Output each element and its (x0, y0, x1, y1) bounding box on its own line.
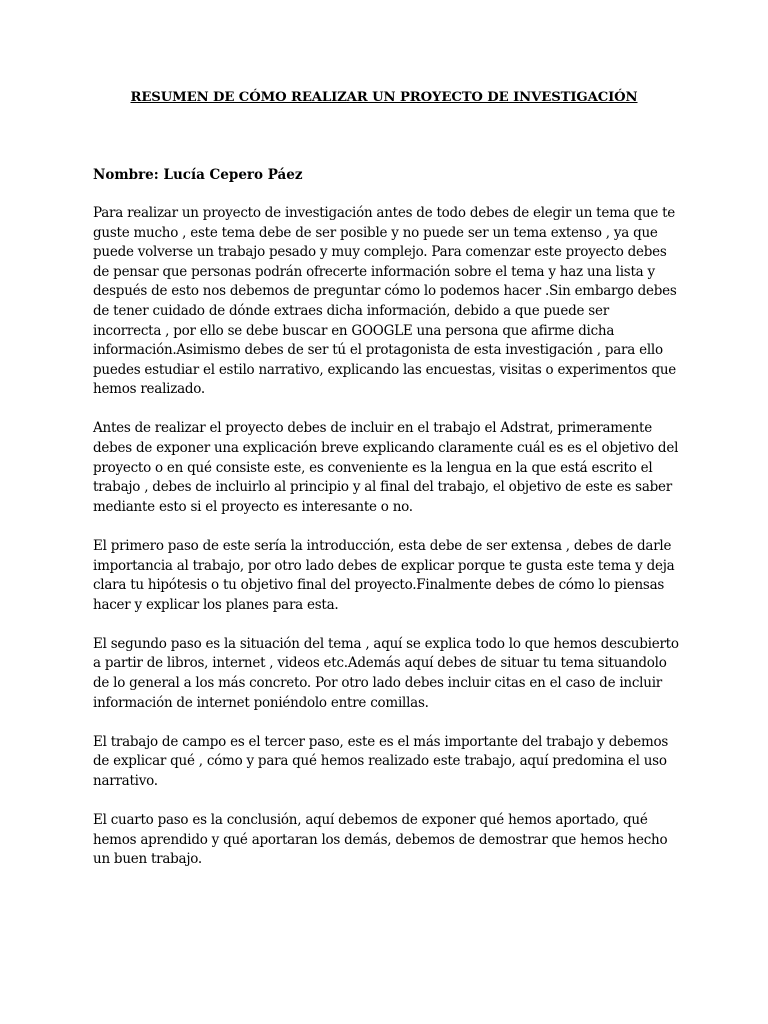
document-title: RESUMEN DE CÓMO REALIZAR UN PROYECTO DE INVESTIGACIÓN (130, 90, 638, 105)
paragraph-line: clara tu hipótesis o tu objetivo final del proyecto.Finalmente debes de cómo lo piensas (93, 577, 665, 594)
paragraph (93, 204, 679, 400)
paragraph-line: después de esto nos debemos de preguntar cómo lo podemos hacer .Sin embargo debes (93, 283, 677, 300)
document-body (93, 204, 679, 889)
paragraph-line: puede volverse un trabajo pesado y muy complejo. Para comenzar este proyecto debes (93, 244, 667, 261)
paragraph-line: Para realizar un proyecto de investigación antes de todo debes de elegir un tema que te (93, 205, 676, 221)
paragraph-line: importancia al trabajo, por otro lado debes de explicar porque te gusta este tema y deja (93, 557, 675, 574)
paragraph (93, 419, 679, 517)
paragraph-line: de pensar que personas podrán ofrecerte información sobre el tema y haz una lista y (93, 263, 655, 280)
paragraph-line: a partir de libros, internet , videos etc.Además aquí debes de situar tu tema situandolo (93, 655, 667, 672)
paragraph-line: narrativo. (93, 772, 158, 789)
paragraph-line: de lo general a los más concreto. Por otro lado debes incluir citas en el caso de incluir (93, 674, 662, 691)
paragraph-line: puedes estudiar el estilo narrativo, explicando las encuestas, visitas o experimentos que (93, 361, 677, 378)
paragraph-line: mediante esto si el proyecto es interesante o no. (93, 498, 413, 515)
paragraph (93, 635, 679, 713)
paragraph-line: Antes de realizar el proyecto debes de incluir en el trabajo el Adstrat, primeramente (93, 420, 652, 437)
paragraph-line: información de internet poniéndolo entre comillas. (93, 694, 429, 711)
author-name: Nombre: Lucía Cepero Páez (93, 167, 303, 183)
paragraph-line: de tener cuidado de dónde extraes dicha información, debido a que puede ser (93, 302, 609, 319)
paragraph-line: El cuarto paso es la conclusión, aquí debemos de exponer qué hemos aportado, qué (93, 811, 648, 828)
paragraph-line: información.Asimismo debes de ser tú el protagonista de esta investigación , para ello (93, 342, 663, 359)
paragraph-line: trabajo , debes de incluirlo al principio y al final del trabajo, el objetivo de este es saber (93, 479, 672, 496)
paragraph-line: guste mucho , este tema debe de ser posible y no puede ser un tema extenso , ya que (93, 224, 658, 241)
paragraph-line: un buen trabajo. (93, 851, 202, 868)
paragraph (93, 537, 679, 615)
paragraph-line: El trabajo de campo es el tercer paso, este es el más importante del trabajo y debemos (93, 733, 669, 750)
paragraph (93, 733, 679, 792)
paragraph-line: El segundo paso es la situación del tema , aquí se explica todo lo que hemos descubierto (93, 635, 679, 652)
paragraph-line: proyecto o en qué consiste este, es conveniente es la lengua en la que está escrito el (93, 459, 653, 476)
paragraph-line: hacer y explicar los planes para esta. (93, 596, 339, 613)
paragraph (93, 811, 679, 870)
paragraph-line: hemos aprendido y qué aportaran los demás, debemos de demostrar que hemos hecho (93, 831, 668, 848)
paragraph-line: El primero paso de este sería la introducción, esta debe de ser extensa , debes de darle (93, 537, 672, 554)
paragraph-line: hemos realizado. (93, 381, 205, 398)
paragraph-line: de explicar qué , cómo y para qué hemos realizado este trabajo, aquí predomina el uso (93, 753, 667, 770)
paragraph-line: incorrecta , por ello se debe buscar en GOOGLE una persona que afirme dicha (93, 322, 615, 339)
paragraph-line: debes de exponer una explicación breve explicando claramente cuál es es el objetivo del (93, 440, 679, 457)
